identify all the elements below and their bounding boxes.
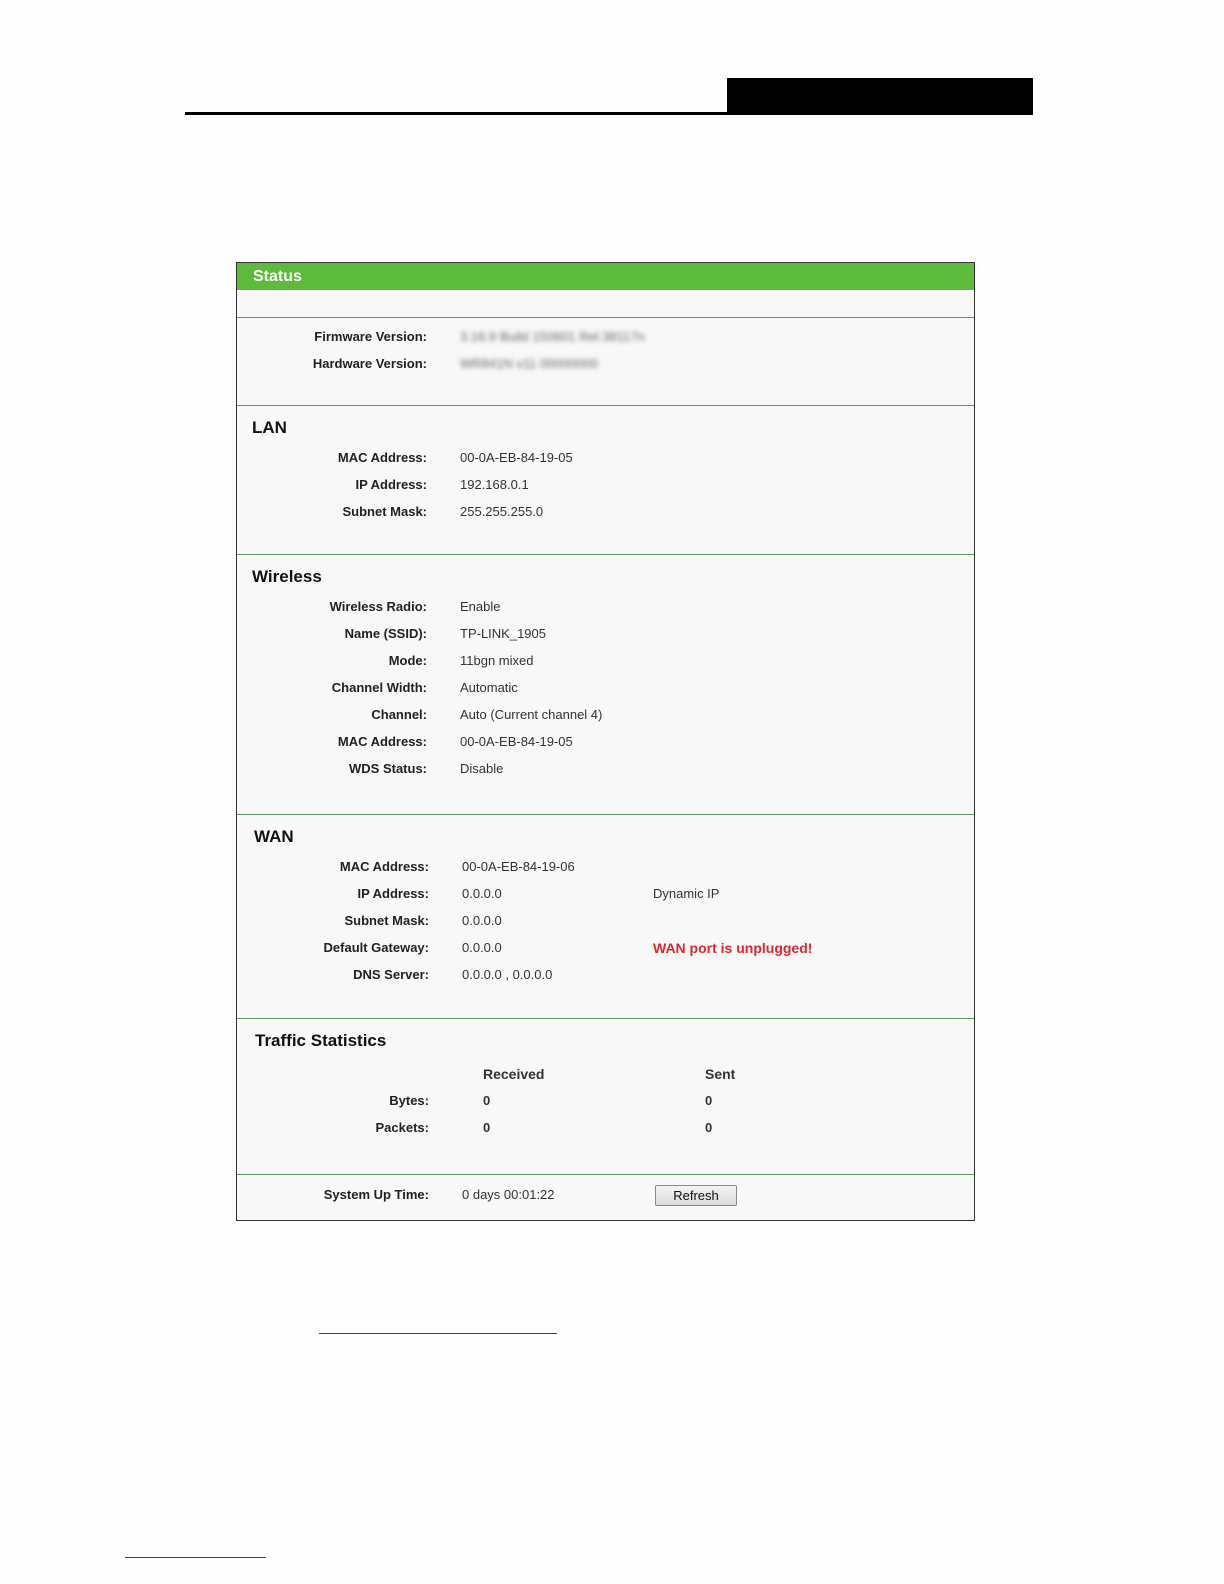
page-header-block [727, 78, 1033, 115]
wireless-ssid-value: TP-LINK_1905 [460, 626, 546, 641]
wan-mac-value: 00-0A-EB-84-19-06 [462, 859, 575, 874]
wireless-channel-width-label: Channel Width: [331, 680, 427, 695]
status-panel [236, 262, 975, 1221]
wan-subnet-label: Subnet Mask: [344, 913, 429, 928]
wan-gateway-label: Default Gateway: [323, 940, 429, 955]
wan-dns-label: DNS Server: [353, 967, 429, 982]
wan-ip-value: 0.0.0.0 [462, 886, 502, 901]
lan-ip-label: IP Address: [355, 477, 427, 492]
hardware-version-label: Hardware Version: [312, 356, 427, 371]
lan-subnet-value: 255.255.255.0 [460, 504, 544, 519]
traffic-packets-sent: 0 [705, 1120, 713, 1135]
lan-section [237, 406, 974, 555]
wan-gateway-value: 0.0.0.0 [462, 940, 502, 955]
hardware-version-value: WR841N v11 00000000 [460, 356, 598, 371]
wireless-radio-label: Wireless Radio: [329, 599, 427, 614]
wireless-mode-label: Mode: [388, 653, 427, 668]
traffic-title: Traffic Statistics [255, 1031, 387, 1050]
traffic-section [237, 1019, 974, 1175]
firmware-version-row [237, 327, 427, 347]
lan-subnet-label: Subnet Mask: [342, 504, 427, 519]
wireless-radio-value: Enable [460, 599, 501, 614]
wireless-mode-value: 11bgn mixed [460, 653, 534, 668]
wireless-section [237, 555, 974, 815]
lan-ip-value: 192.168.0.1 [460, 477, 529, 492]
uptime-label: System Up Time: [323, 1187, 429, 1202]
traffic-packets-received: 0 [483, 1120, 491, 1135]
wireless-ssid-label: Name (SSID): [344, 626, 427, 641]
wireless-title: Wireless [252, 567, 322, 586]
wan-mac-label: MAC Address: [339, 859, 429, 874]
traffic-packets-label: Packets: [375, 1120, 429, 1135]
traffic-bytes-received: 0 [483, 1093, 491, 1108]
wan-title: WAN [254, 827, 294, 846]
wireless-channel-label: Channel: [371, 707, 427, 722]
wireless-mac-value: 00-0A-EB-84-19-05 [460, 734, 573, 749]
traffic-bytes-label: Bytes: [389, 1093, 429, 1108]
footer-link-underline[interactable] [125, 1557, 266, 1558]
firmware-version-value: 3.16.9 Build 150601 Rel.38117n [460, 329, 645, 344]
wireless-channel-width-value: Automatic [460, 680, 518, 695]
wireless-mac-label: MAC Address: [337, 734, 427, 749]
lan-title: LAN [252, 418, 287, 437]
firmware-section [237, 318, 974, 406]
refresh-button[interactable]: Refresh [655, 1185, 737, 1206]
traffic-received-header: Received [483, 1066, 545, 1082]
wireless-wds-value: Disable [460, 761, 504, 776]
lan-mac-label: MAC Address: [337, 450, 427, 465]
wan-ip-label: IP Address: [357, 886, 429, 901]
status-title: Status [237, 263, 974, 290]
uptime-section [237, 1175, 974, 1221]
wan-connection-type: Dynamic IP [653, 886, 720, 901]
uptime-value: 0 days 00:01:22 [462, 1187, 555, 1202]
traffic-sent-header: Sent [705, 1066, 736, 1082]
traffic-bytes-sent: 0 [705, 1093, 713, 1108]
lan-mac-value: 00-0A-EB-84-19-05 [460, 450, 573, 465]
wan-section [237, 815, 974, 1019]
wireless-channel-value: Auto (Current channel 4) [460, 707, 603, 722]
firmware-version-label: Firmware Version: [314, 329, 427, 344]
wan-dns-value: 0.0.0.0 , 0.0.0.0 [462, 967, 553, 982]
wan-unplugged-warning: WAN port is unplugged! [653, 940, 813, 956]
wan-subnet-value: 0.0.0.0 [462, 913, 502, 928]
wireless-wds-label: WDS Status: [349, 761, 427, 776]
title-spacer [237, 290, 974, 318]
link-underline[interactable] [319, 1333, 557, 1334]
hardware-version-row [237, 354, 427, 374]
